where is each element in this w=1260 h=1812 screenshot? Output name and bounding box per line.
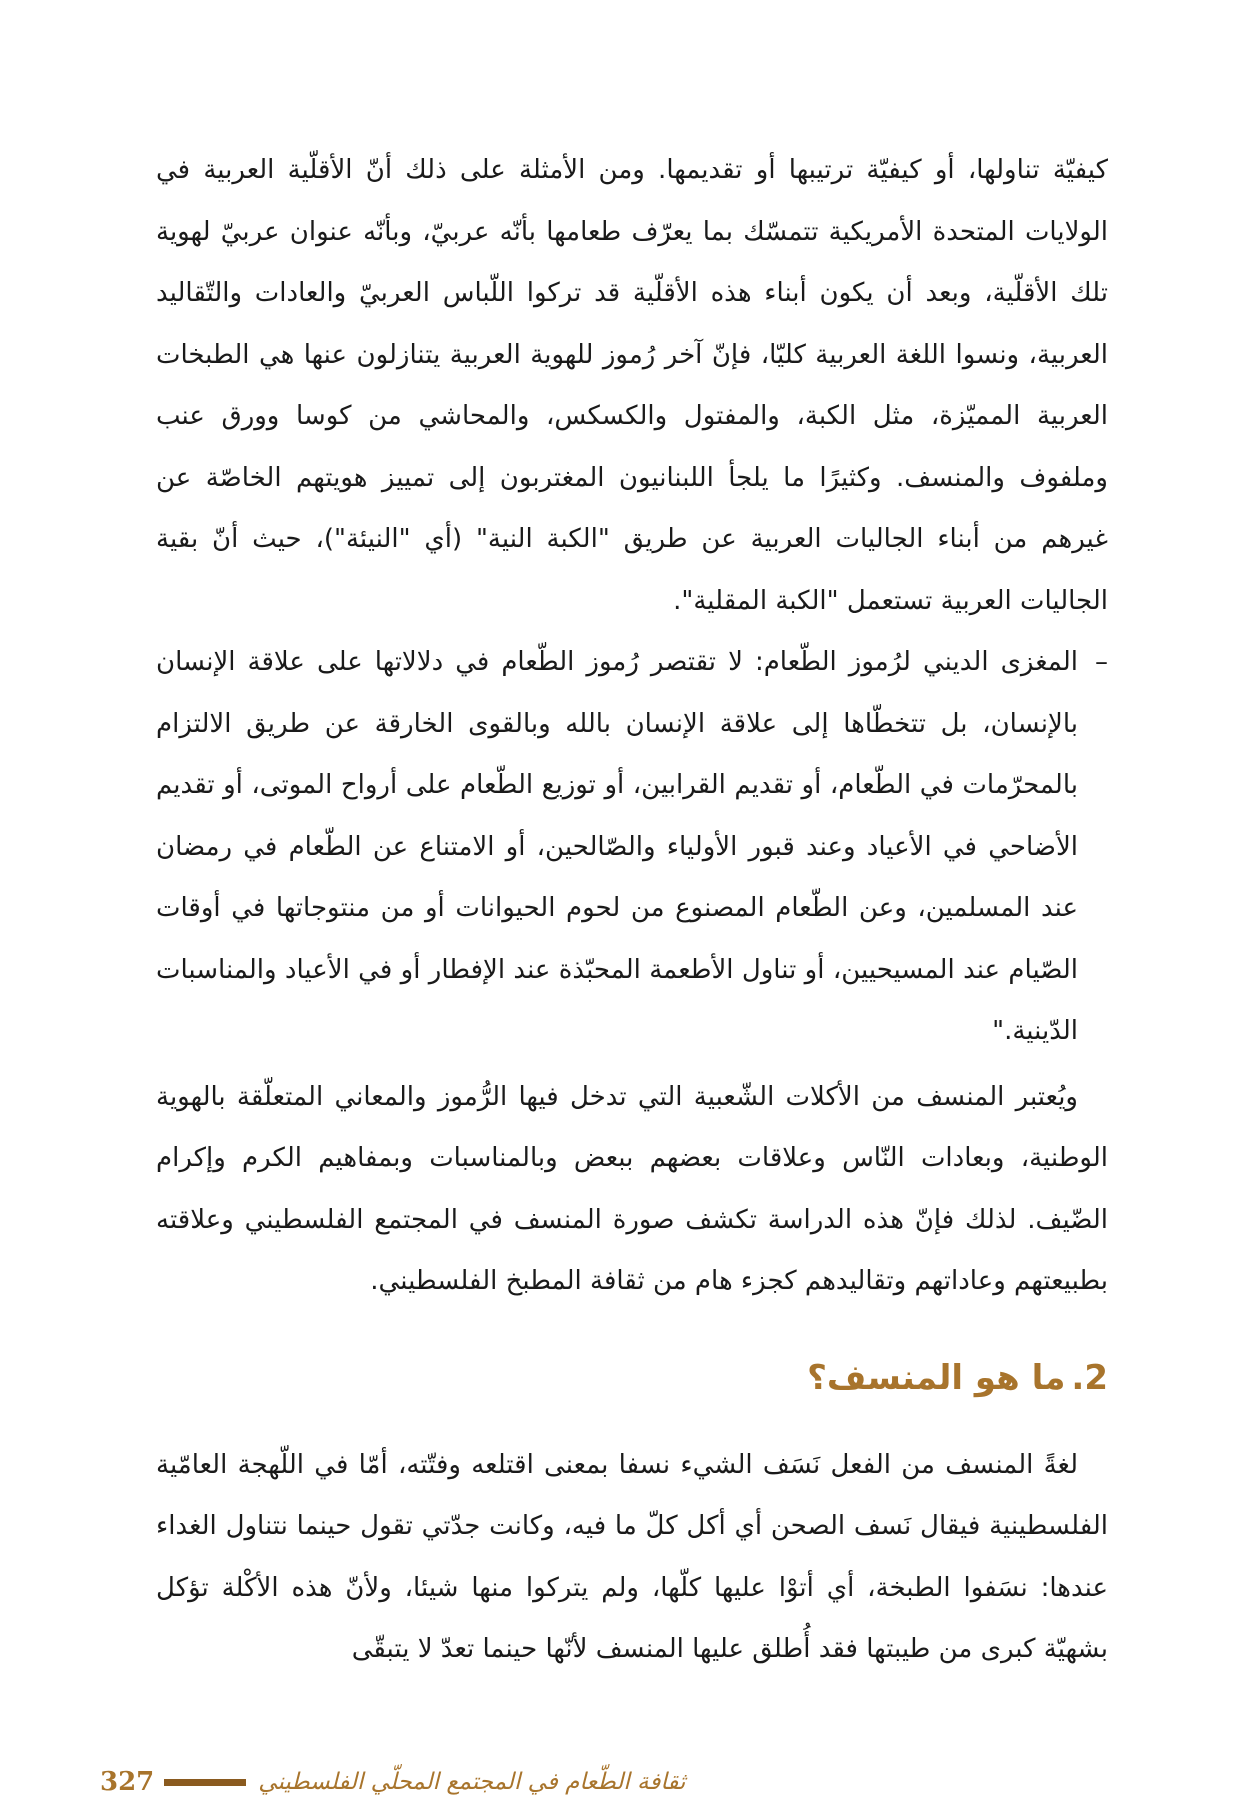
section-heading: [156, 1343, 1108, 1413]
section-heading-number: 2.: [1071, 1357, 1108, 1398]
footer-rule: [164, 1779, 246, 1786]
page-body: [156, 140, 1108, 1681]
paragraph-mansaf-etymology: لغةً المنسف من الفعل نَسَف الشيء نسفا بمعنى اقتلعه وفتّته، أمّا في اللّهجة العامّية الفلسطينية فيقال نَسف الصحن أي أكل كلّ ما فيه، وكانت جدّتي تقول حينما نتناول الغداء عندها: نسَفوا الطبخة، أي أتوْا عليها كلّها، ولم يتركوا منها شيئا، ولأنّ هذه الأكْلة تؤكل بشهيّة كبرى من طيبتها فقد أُطلق عليها المنسف لأنّها حينما تعدّ لا يتبقّى: [156, 1449, 1108, 1664]
paragraph-mansaf-symbolism: ويُعتبر المنسف من الأكلات الشّعبية التي تدخل فيها الرُّموز والمعاني المتعلّقة بالهوية الوطنية، وبعادات النّاس وعلاقات بعضهم ببعض وبالمناسبات وبمفاهيم الكرم وإكرام الضّيف. لذلك فإنّ هذه الدراسة تكشف صورة المنسف في المجتمع الفلسطيني وعلاقته بطبيعتهم وعاداتهم وتقاليدهم كجزء هام من ثقافة المطبخ الفلسطيني.: [156, 1081, 1108, 1296]
section-heading-text: ما هو المنسف؟: [807, 1357, 1066, 1398]
bullet-religious-meaning: [156, 632, 1108, 1063]
bullet-paragraph: المغزى الديني لرُموز الطّعام: لا تقتصر رُموز الطّعام في دلالاتها على علاقة الإنسان بالإنسان، بل تتخطّاها إلى علاقة الإنسان بالله وبالقوى الخارقة عن طريق الالتزام بالمحرّمات في الطّعام، أو تقديم القرابين، أو توزيع الطّعام على أرواح الموتى، أو تقديم الأضاحي في الأعياد وعند قبور الأولياء والصّالحين، أو الامتناع عن الطّعام في رمضان عند المسلمين، وعن الطّعام المصنوع من لحوم الحيوانات أو من منتوجاتها في أوقات الصّيام عند المسيحيين، أو تناول الأطعمة المحبّذة عند الإفطار أو في الأعياد والمناسبات الدّينية.": [156, 647, 1078, 1046]
page-footer: [100, 1762, 1100, 1802]
bullet-dash: –: [1095, 647, 1108, 677]
running-title: ثقافة الطّعام في المجتمع المحلّي الفلسطيني: [258, 1769, 686, 1795]
paragraph-minority-identity: كيفيّة تناولها، أو كيفيّة ترتيبها أو تقديمها. ومن الأمثلة على ذلك أنّ الأقلّية العربية في الولايات المتحدة الأمريكية تتمسّك بما يعرّف طعامها بأنّه عربيّ، وبأنّه عنوان عربيّ لهوية تلك الأقلّية، وبعد أن يكون أبناء هذه الأقلّية قد تركوا اللّباس العربيّ والعادات والتّقاليد العربية، ونسوا اللغة العربية كليّا، فإنّ آخر رُموز للهوية العربية يتنازلون عنها هي الطبخات العربية المميّزة، مثل الكبة، والمفتول والكسكس، والمحاشي من كوسا وورق عنب وملفوف والمنسف. وكثيرًا ما يلجأ اللبنانيون المغتربون إلى تمييز هويتهم الخاصّة عن غيرهم من أبناء الجاليات العربية عن طريق "الكبة النية" (أي "النيئة")، حيث أنّ بقية الجاليات العربية تستعمل "الكبة المقلية".: [156, 155, 1108, 616]
page-number: 327: [100, 1767, 155, 1797]
